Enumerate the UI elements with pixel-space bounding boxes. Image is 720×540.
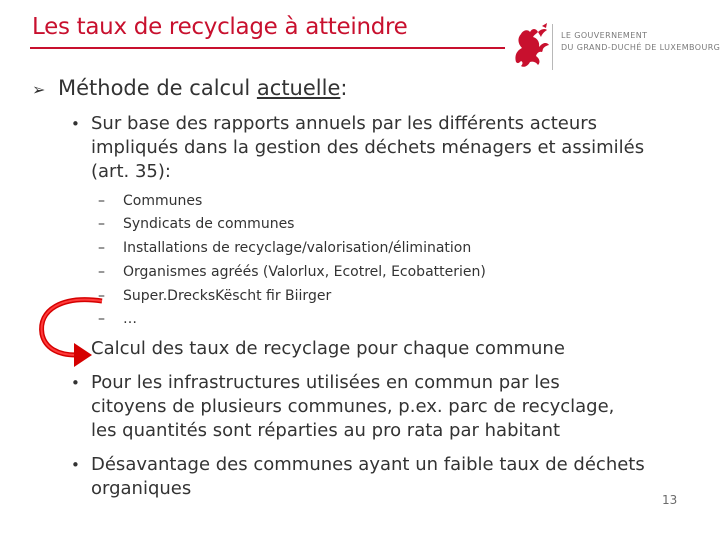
arrow-bullet-icon: ➢: [32, 80, 46, 99]
bullet-calculation-text: Calcul des taux de recyclage pour chaque commune: [91, 338, 565, 359]
sub-item: – Organismes agréés (Valorlux, Ecotrel, Ecobatterien): [98, 264, 486, 280]
heading-prefix: Méthode de calcul: [58, 76, 257, 100]
bullet-disadvantage-line-1: Désavantage des communes ayant un faible taux de déchets: [91, 454, 645, 475]
sub-item: – Super.DrecksKëscht fir Biirger: [98, 288, 332, 304]
bullet-dot-icon: •: [71, 456, 80, 474]
sub-item: – Syndicats de communes: [98, 216, 295, 232]
bullet-dot-icon: •: [71, 115, 80, 133]
page-number: 13: [662, 493, 678, 507]
government-logo: [508, 18, 720, 74]
logo-line-2: DU GRAND-DUCHÉ DE LUXEMBOURG: [561, 43, 720, 52]
method-heading: [32, 76, 347, 100]
bullet-shared-line-2: citoyens de plusieurs communes, p.ex. parc de recyclage,: [91, 396, 615, 417]
heading-underlined: actuelle: [256, 76, 341, 100]
bullet-sources-line-1: Sur base des rapports annuels par les différents acteurs: [91, 113, 598, 134]
sub-item: – Communes: [98, 193, 203, 209]
bullet-sources-line-3: (art. 35):: [91, 161, 171, 182]
bullet-sources-line-2: impliqués dans la gestion des déchets ménagers et assimilés: [91, 137, 645, 158]
logo-line-1: LE GOUVERNEMENT: [561, 31, 648, 40]
title-underline: [30, 47, 505, 49]
sub-item: – …: [98, 311, 137, 327]
slide-title: Les taux de recyclage à atteindre: [32, 14, 408, 40]
logo-text: [561, 30, 720, 54]
sub-item: – Installations de recyclage/valorisation/élimination: [98, 240, 472, 256]
heading-suffix: :: [340, 76, 348, 100]
bullet-shared-line-3: les quantités sont réparties au pro rata par habitant: [91, 420, 561, 441]
bullet-disadvantage-line-2: organiques: [91, 478, 192, 499]
bullet-dot-icon: •: [71, 374, 80, 392]
bullet-shared-line-1: Pour les infrastructures utilisées en commun par les: [91, 372, 560, 393]
logo-separator: [552, 24, 553, 70]
red-lion-icon: [508, 20, 552, 72]
